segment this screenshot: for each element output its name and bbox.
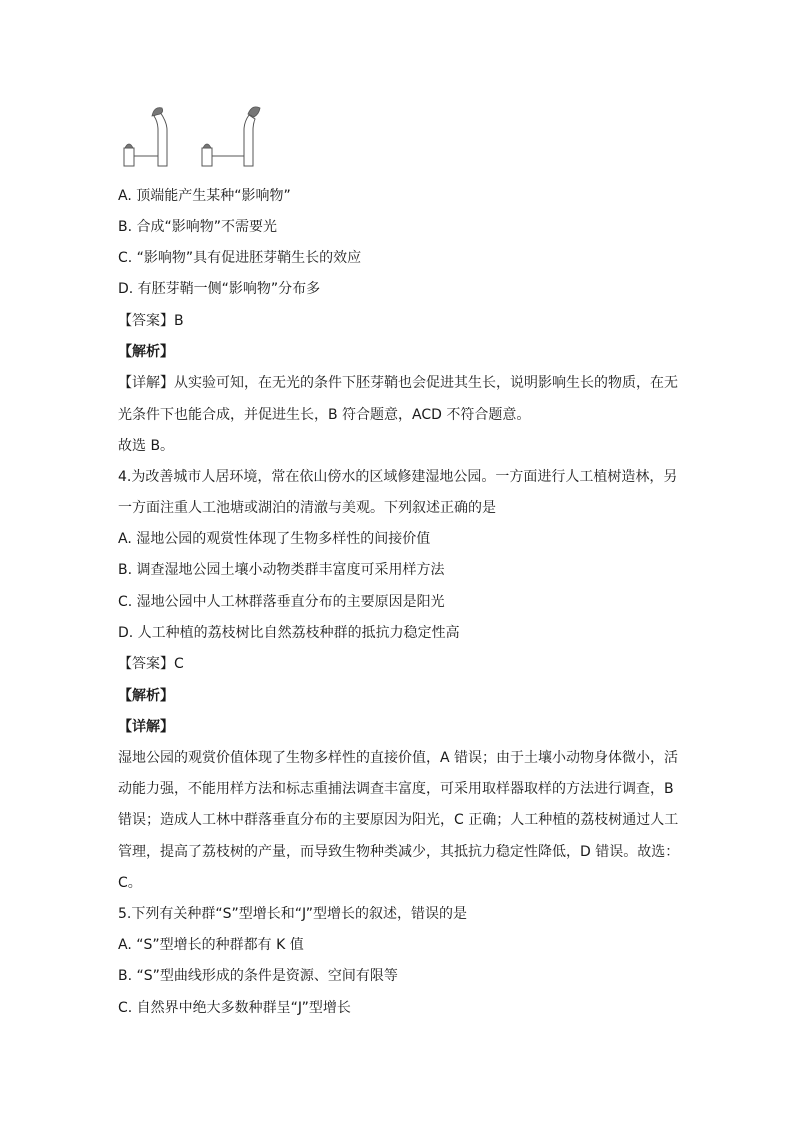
option-b: B. “S”型曲线形成的条件是资源、空间有限等 [118, 968, 398, 984]
option-d: D. 人工种植的荔枝树比自然荔枝种群的抵抗力稳定性高 [118, 625, 460, 641]
option-a: A. 顶端能产生某种“影响物” [118, 188, 291, 204]
question-5-stem: 5.下列有关种群“S”型增长和“J”型增长的叙述，错误的是 [118, 906, 467, 922]
option-d: D. 有胚芽鞘一侧“影响物”分布多 [118, 281, 321, 297]
detail-line: 【详解】从实验可知，在无光的条件下胚芽鞘也会促进其生长，说明影响生长的物质，在无 [118, 375, 678, 391]
question-4-stem: 4.为改善城市人居环境，常在依山傍水的区域修建湿地公园。一方面进行人工植树造林，另 [118, 469, 678, 485]
detail-line: 动能力强，不能用样方法和标志重捕法调查丰富度，可采用取样器取样的方法进行调查，B [118, 781, 674, 797]
option-c: C. “影响物”具有促进胚芽鞘生长的效应 [118, 250, 362, 266]
answer-line: 【答案】B [118, 313, 184, 329]
detail-line: 错误；造成人工林中群落垂直分布的主要原因为阳光，C 正确；人工种植的荔枝树通过人工 [118, 812, 679, 828]
option-c: C. 湿地公园中人工林群落垂直分布的主要原因是阳光 [118, 594, 445, 610]
option-b: B. 合成“影响物”不需要光 [118, 219, 278, 235]
option-c: C. 自然界中绝大多数种群呈“J”型增长 [118, 1000, 351, 1016]
conclusion-line: 故选 B。 [118, 438, 175, 454]
detail-line: 湿地公园的观赏价值体现了生物多样性的直接价值，A 错误；由于土壤小动物身体微小，活 [118, 750, 679, 766]
detail-heading: 【详解】 [118, 719, 174, 735]
option-a: A. 湿地公园的观赏性体现了生物多样性的间接价值 [118, 531, 431, 547]
detail-line: 管理，提高了荔枝树的产量，而导致生物种类减少，其抵抗力稳定性降低，D 错误。故选： [118, 844, 680, 860]
detail-line: C。 [118, 875, 142, 891]
analysis-heading: 【解析】 [118, 688, 174, 704]
option-b: B. 调查湿地公园土壤小动物类群丰富度可采用样方法 [118, 562, 445, 578]
detail-line: 光条件下也能合成，并促进生长，B 符合题意，ACD 不符合题意。 [118, 407, 531, 423]
coleoptile-experiment-figure [118, 100, 278, 172]
setup-right [202, 107, 260, 166]
answer-line: 【答案】C [118, 656, 184, 672]
setup-left [124, 108, 167, 166]
option-a: A. “S”型增长的种群都有 K 值 [118, 937, 304, 953]
question-4-stem: 一方面注重人工池塘或湖泊的清澈与美观。下列叙述正确的是 [118, 500, 496, 516]
analysis-heading: 【解析】 [118, 344, 174, 360]
